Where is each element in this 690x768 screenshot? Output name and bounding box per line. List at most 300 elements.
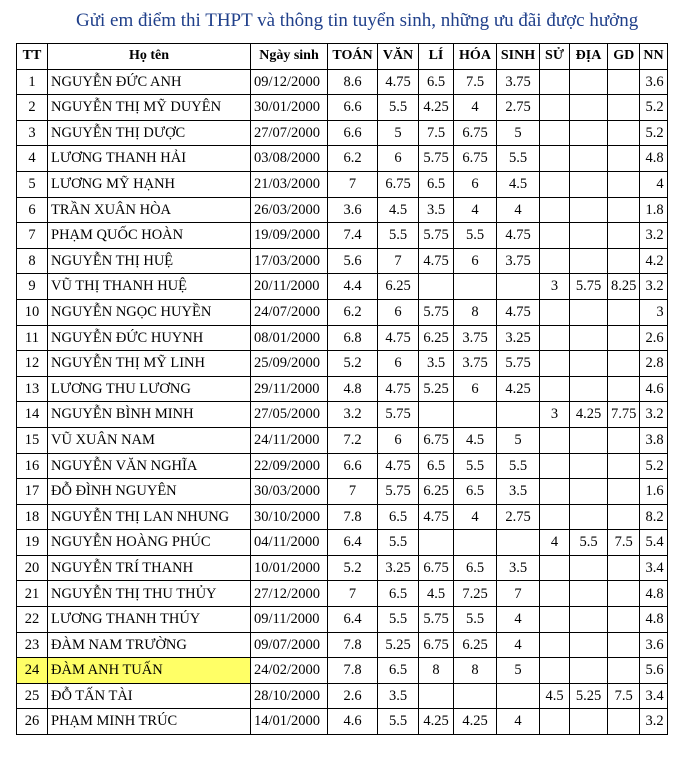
score-cell: 3 <box>640 299 667 325</box>
table-header <box>17 44 668 70</box>
score-cell: 5.5 <box>378 223 419 249</box>
score-cell <box>570 197 608 223</box>
score-cell: 6.6 <box>328 120 378 146</box>
score-cell <box>540 299 570 325</box>
score-cell <box>608 69 640 95</box>
score-cell <box>608 351 640 377</box>
score-cell <box>419 274 454 300</box>
score-cell: 4 <box>497 709 540 735</box>
score-cell <box>570 453 608 479</box>
student-name: PHẠM QUỐC HOÀN <box>48 223 251 249</box>
score-cell <box>570 95 608 121</box>
score-cell: 4.75 <box>497 223 540 249</box>
score-cell <box>454 402 497 428</box>
score-cell <box>570 555 608 581</box>
score-cell <box>608 376 640 402</box>
score-cell <box>570 351 608 377</box>
score-cell: 3.8 <box>640 427 667 453</box>
score-cell: 6 <box>378 351 419 377</box>
score-cell: 5.5 <box>378 607 419 633</box>
score-cell <box>608 146 640 172</box>
table-row <box>17 607 668 633</box>
column-header: TT <box>17 44 48 70</box>
score-cell: 6 <box>454 248 497 274</box>
score-cell <box>570 69 608 95</box>
table-body <box>17 69 668 734</box>
student-name: VŨ THỊ THANH HUỆ <box>48 274 251 300</box>
score-cell <box>608 555 640 581</box>
score-cell: 6.6 <box>328 95 378 121</box>
score-cell: 5.5 <box>570 530 608 556</box>
row-number: 7 <box>17 223 48 249</box>
score-cell <box>570 427 608 453</box>
row-number: 16 <box>17 453 48 479</box>
score-cell: 1.6 <box>640 479 667 505</box>
score-cell: 3.6 <box>640 69 667 95</box>
score-cell: 6.25 <box>419 325 454 351</box>
row-number: 15 <box>17 427 48 453</box>
score-cell: 4 <box>540 530 570 556</box>
score-cell <box>540 146 570 172</box>
score-cell: 7.2 <box>328 427 378 453</box>
score-cell: 4.5 <box>378 197 419 223</box>
score-cell <box>540 95 570 121</box>
birth-date: 08/01/2000 <box>251 325 328 351</box>
score-cell: 4.8 <box>640 581 667 607</box>
score-cell <box>608 453 640 479</box>
score-cell: 8 <box>419 658 454 684</box>
column-header: TOÁN <box>328 44 378 70</box>
score-cell: 4.6 <box>640 376 667 402</box>
score-cell: 7.8 <box>328 504 378 530</box>
score-cell: 5.2 <box>640 95 667 121</box>
score-cell: 5.5 <box>454 223 497 249</box>
score-cell: 5.75 <box>378 402 419 428</box>
student-name: NGUYỄN HOÀNG PHÚC <box>48 530 251 556</box>
score-cell <box>497 402 540 428</box>
score-cell: 4.5 <box>540 683 570 709</box>
score-cell: 2.75 <box>497 504 540 530</box>
student-name: LƯƠNG THANH THÚY <box>48 607 251 633</box>
column-header: LÍ <box>419 44 454 70</box>
birth-date: 09/07/2000 <box>251 632 328 658</box>
score-cell: 4.75 <box>497 299 540 325</box>
student-name: ĐÀM NAM TRƯỜNG <box>48 632 251 658</box>
score-cell: 6.75 <box>454 120 497 146</box>
score-cell: 5 <box>497 658 540 684</box>
score-cell <box>608 120 640 146</box>
table-row <box>17 632 668 658</box>
score-cell <box>570 325 608 351</box>
table-row <box>17 274 668 300</box>
score-cell <box>570 581 608 607</box>
score-cell: 6.75 <box>419 427 454 453</box>
birth-date: 30/01/2000 <box>251 95 328 121</box>
student-name: NGUYỄN VĂN NGHĨA <box>48 453 251 479</box>
score-cell: 3 <box>540 402 570 428</box>
column-header: Họ tên <box>48 44 251 70</box>
birth-date: 29/11/2000 <box>251 376 328 402</box>
score-cell <box>608 95 640 121</box>
score-cell: 4.75 <box>378 69 419 95</box>
score-cell <box>570 248 608 274</box>
score-cell <box>419 683 454 709</box>
student-name: NGUYỄN THỊ MỸ LINH <box>48 351 251 377</box>
score-cell: 4.25 <box>419 709 454 735</box>
row-number: 10 <box>17 299 48 325</box>
score-cell: 4 <box>497 607 540 633</box>
score-cell <box>454 274 497 300</box>
score-cell: 2.75 <box>497 95 540 121</box>
row-number: 12 <box>17 351 48 377</box>
student-name: TRẦN XUÂN HÒA <box>48 197 251 223</box>
column-header: Ngày sinh <box>251 44 328 70</box>
student-name: NGUYỄN ĐỨC ANH <box>48 69 251 95</box>
score-cell: 3.5 <box>497 555 540 581</box>
row-number: 17 <box>17 479 48 505</box>
row-number: 8 <box>17 248 48 274</box>
student-name: NGUYỄN THỊ HUỆ <box>48 248 251 274</box>
score-cell: 6 <box>378 146 419 172</box>
score-cell <box>570 120 608 146</box>
score-cell: 5.4 <box>640 530 667 556</box>
score-cell: 3.6 <box>640 632 667 658</box>
score-cell: 2.6 <box>640 325 667 351</box>
student-name: ĐỖ ĐÌNH NGUYÊN <box>48 479 251 505</box>
score-cell: 6.8 <box>328 325 378 351</box>
score-cell: 3.25 <box>497 325 540 351</box>
score-cell: 4.8 <box>640 146 667 172</box>
score-cell <box>540 658 570 684</box>
score-cell: 4.75 <box>378 453 419 479</box>
student-name: ĐÀM ANH TUẤN <box>48 658 251 684</box>
score-cell <box>608 504 640 530</box>
score-cell: 5 <box>378 120 419 146</box>
table-row <box>17 555 668 581</box>
table-row <box>17 581 668 607</box>
score-cell: 6.5 <box>419 171 454 197</box>
score-cell: 3.2 <box>328 402 378 428</box>
score-cell: 6 <box>378 299 419 325</box>
score-cell <box>540 427 570 453</box>
score-cell: 2.8 <box>640 351 667 377</box>
score-cell <box>608 581 640 607</box>
score-cell <box>608 427 640 453</box>
birth-date: 24/02/2000 <box>251 658 328 684</box>
row-number: 23 <box>17 632 48 658</box>
score-cell <box>608 299 640 325</box>
score-cell <box>540 479 570 505</box>
score-cell: 4.25 <box>419 95 454 121</box>
score-cell: 4 <box>497 197 540 223</box>
table-row <box>17 504 668 530</box>
table-row <box>17 171 668 197</box>
score-cell: 5.75 <box>570 274 608 300</box>
row-number: 26 <box>17 709 48 735</box>
score-cell: 3.75 <box>454 351 497 377</box>
score-cell: 6.4 <box>328 530 378 556</box>
birth-date: 21/03/2000 <box>251 171 328 197</box>
score-cell: 4.25 <box>570 402 608 428</box>
score-cell <box>497 683 540 709</box>
score-cell: 3.2 <box>640 402 667 428</box>
score-cell: 6.25 <box>378 274 419 300</box>
score-cell: 3.5 <box>419 351 454 377</box>
score-cell: 5.5 <box>497 453 540 479</box>
score-cell: 5.6 <box>328 248 378 274</box>
score-cell: 3.5 <box>378 683 419 709</box>
score-cell: 3 <box>540 274 570 300</box>
score-cell: 6.5 <box>378 504 419 530</box>
column-header: HÓA <box>454 44 497 70</box>
score-cell: 5.25 <box>419 376 454 402</box>
score-cell: 4 <box>497 632 540 658</box>
table-row <box>17 530 668 556</box>
birth-date: 14/01/2000 <box>251 709 328 735</box>
score-cell <box>570 479 608 505</box>
score-cell <box>540 351 570 377</box>
score-cell: 5 <box>497 427 540 453</box>
score-cell <box>540 555 570 581</box>
birth-date: 03/08/2000 <box>251 146 328 172</box>
score-cell: 5.6 <box>640 658 667 684</box>
score-cell <box>570 632 608 658</box>
table-row <box>17 479 668 505</box>
score-cell: 7.5 <box>608 530 640 556</box>
score-cell <box>608 248 640 274</box>
score-cell: 6.5 <box>454 479 497 505</box>
birth-date: 22/09/2000 <box>251 453 328 479</box>
table-row <box>17 402 668 428</box>
score-cell: 4.25 <box>454 709 497 735</box>
score-cell <box>497 530 540 556</box>
score-cell <box>540 376 570 402</box>
column-header: SỬ <box>540 44 570 70</box>
score-cell: 3.4 <box>640 683 667 709</box>
score-cell: 3.4 <box>640 555 667 581</box>
score-cell <box>540 504 570 530</box>
row-number: 1 <box>17 69 48 95</box>
score-cell: 6 <box>454 376 497 402</box>
row-number: 6 <box>17 197 48 223</box>
score-cell: 4.75 <box>378 376 419 402</box>
score-cell: 6.5 <box>378 658 419 684</box>
score-cell: 4 <box>454 95 497 121</box>
score-cell: 3.5 <box>497 479 540 505</box>
birth-date: 19/09/2000 <box>251 223 328 249</box>
score-cell: 4.8 <box>640 607 667 633</box>
score-cell <box>540 709 570 735</box>
row-number: 21 <box>17 581 48 607</box>
score-cell: 5.5 <box>454 607 497 633</box>
score-cell <box>540 223 570 249</box>
score-cell <box>540 248 570 274</box>
score-cell: 4.75 <box>419 248 454 274</box>
score-cell: 4 <box>454 504 497 530</box>
row-number: 24 <box>17 658 48 684</box>
score-cell <box>419 402 454 428</box>
score-cell: 3.75 <box>497 248 540 274</box>
birth-date: 30/03/2000 <box>251 479 328 505</box>
score-cell: 3.5 <box>419 197 454 223</box>
student-name: PHẠM MINH TRÚC <box>48 709 251 735</box>
table-row <box>17 248 668 274</box>
score-cell: 7 <box>328 479 378 505</box>
score-cell: 4.4 <box>328 274 378 300</box>
birth-date: 17/03/2000 <box>251 248 328 274</box>
score-cell: 5.2 <box>328 555 378 581</box>
score-table <box>16 43 668 735</box>
score-cell <box>570 171 608 197</box>
score-cell: 1.8 <box>640 197 667 223</box>
score-cell <box>540 632 570 658</box>
score-cell: 8.6 <box>328 69 378 95</box>
score-cell: 4.5 <box>419 581 454 607</box>
score-cell: 8 <box>454 658 497 684</box>
score-cell: 3.2 <box>640 709 667 735</box>
row-number: 18 <box>17 504 48 530</box>
score-cell: 3.75 <box>497 69 540 95</box>
score-cell: 6 <box>378 427 419 453</box>
score-cell: 5.5 <box>378 709 419 735</box>
column-header: VĂN <box>378 44 419 70</box>
student-name: LƯƠNG THANH HẢI <box>48 146 251 172</box>
score-cell: 3.75 <box>454 325 497 351</box>
row-number: 22 <box>17 607 48 633</box>
score-cell <box>570 146 608 172</box>
row-number: 14 <box>17 402 48 428</box>
score-cell <box>454 683 497 709</box>
score-cell: 4.75 <box>378 325 419 351</box>
score-cell: 4.8 <box>328 376 378 402</box>
score-cell: 6.6 <box>328 453 378 479</box>
score-cell <box>608 197 640 223</box>
column-header: NN <box>640 44 667 70</box>
score-cell: 4 <box>640 171 667 197</box>
score-cell: 3.6 <box>328 197 378 223</box>
score-cell: 6.75 <box>419 555 454 581</box>
table-row <box>17 453 668 479</box>
page-title: Gửi em điểm thi THPT và thông tin tuyển sinh, những ưu đãi được hưởng <box>76 10 639 31</box>
score-cell: 7 <box>328 581 378 607</box>
score-cell <box>608 607 640 633</box>
score-cell <box>570 504 608 530</box>
birth-date: 24/07/2000 <box>251 299 328 325</box>
score-cell: 5.5 <box>378 530 419 556</box>
birth-date: 10/01/2000 <box>251 555 328 581</box>
score-cell: 6.75 <box>378 171 419 197</box>
table-row <box>17 427 668 453</box>
birth-date: 25/09/2000 <box>251 351 328 377</box>
score-cell: 6.5 <box>419 453 454 479</box>
score-cell <box>570 607 608 633</box>
table-row <box>17 197 668 223</box>
table-row <box>17 325 668 351</box>
row-number: 11 <box>17 325 48 351</box>
score-cell: 8.25 <box>608 274 640 300</box>
score-cell: 5.25 <box>570 683 608 709</box>
score-cell <box>608 658 640 684</box>
row-number: 5 <box>17 171 48 197</box>
score-cell: 5.75 <box>419 607 454 633</box>
birth-date: 27/05/2000 <box>251 402 328 428</box>
score-cell: 7.5 <box>608 683 640 709</box>
score-cell <box>497 274 540 300</box>
score-cell: 6.2 <box>328 299 378 325</box>
student-name: LƯƠNG MỸ HẠNH <box>48 171 251 197</box>
score-cell: 6.4 <box>328 607 378 633</box>
student-name: NGUYỄN THỊ LAN NHUNG <box>48 504 251 530</box>
column-header: GD <box>608 44 640 70</box>
score-cell: 4.5 <box>497 171 540 197</box>
birth-date: 27/07/2000 <box>251 120 328 146</box>
score-cell <box>570 299 608 325</box>
score-cell: 5.75 <box>497 351 540 377</box>
birth-date: 27/12/2000 <box>251 581 328 607</box>
score-cell: 6.5 <box>454 555 497 581</box>
score-cell: 6.5 <box>419 69 454 95</box>
score-cell: 7 <box>497 581 540 607</box>
column-header: ĐỊA <box>570 44 608 70</box>
score-cell: 6.2 <box>328 146 378 172</box>
table-row <box>17 69 668 95</box>
table-row <box>17 351 668 377</box>
student-name: VŨ XUÂN NAM <box>48 427 251 453</box>
score-cell: 6.75 <box>419 632 454 658</box>
birth-date: 26/03/2000 <box>251 197 328 223</box>
score-cell: 5 <box>497 120 540 146</box>
score-cell: 6 <box>454 171 497 197</box>
column-header: SINH <box>497 44 540 70</box>
table-row <box>17 223 668 249</box>
student-name: NGUYỄN THỊ DƯỢC <box>48 120 251 146</box>
birth-date: 20/11/2000 <box>251 274 328 300</box>
score-cell: 5.5 <box>454 453 497 479</box>
table-row <box>17 683 668 709</box>
score-cell: 3.2 <box>640 223 667 249</box>
row-number: 25 <box>17 683 48 709</box>
score-cell <box>608 171 640 197</box>
birth-date: 09/11/2000 <box>251 607 328 633</box>
table-row <box>17 376 668 402</box>
score-cell: 7.25 <box>454 581 497 607</box>
score-cell <box>540 607 570 633</box>
student-name: NGUYỄN ĐỨC HUYNH <box>48 325 251 351</box>
score-cell: 2.6 <box>328 683 378 709</box>
score-cell <box>540 325 570 351</box>
score-cell <box>608 479 640 505</box>
score-cell: 5.2 <box>640 120 667 146</box>
score-cell: 3.25 <box>378 555 419 581</box>
table-row <box>17 95 668 121</box>
score-cell: 6.5 <box>378 581 419 607</box>
score-cell: 5.5 <box>497 146 540 172</box>
score-cell: 3.2 <box>640 274 667 300</box>
row-number: 3 <box>17 120 48 146</box>
score-cell: 4.25 <box>497 376 540 402</box>
student-name: LƯƠNG THU LƯƠNG <box>48 376 251 402</box>
score-cell: 7.5 <box>419 120 454 146</box>
score-cell: 5.2 <box>328 351 378 377</box>
score-cell: 7.8 <box>328 632 378 658</box>
score-cell <box>608 223 640 249</box>
score-cell <box>570 658 608 684</box>
score-cell: 4.75 <box>419 504 454 530</box>
birth-date: 04/11/2000 <box>251 530 328 556</box>
table-row <box>17 146 668 172</box>
row-number: 13 <box>17 376 48 402</box>
score-cell: 5.75 <box>378 479 419 505</box>
